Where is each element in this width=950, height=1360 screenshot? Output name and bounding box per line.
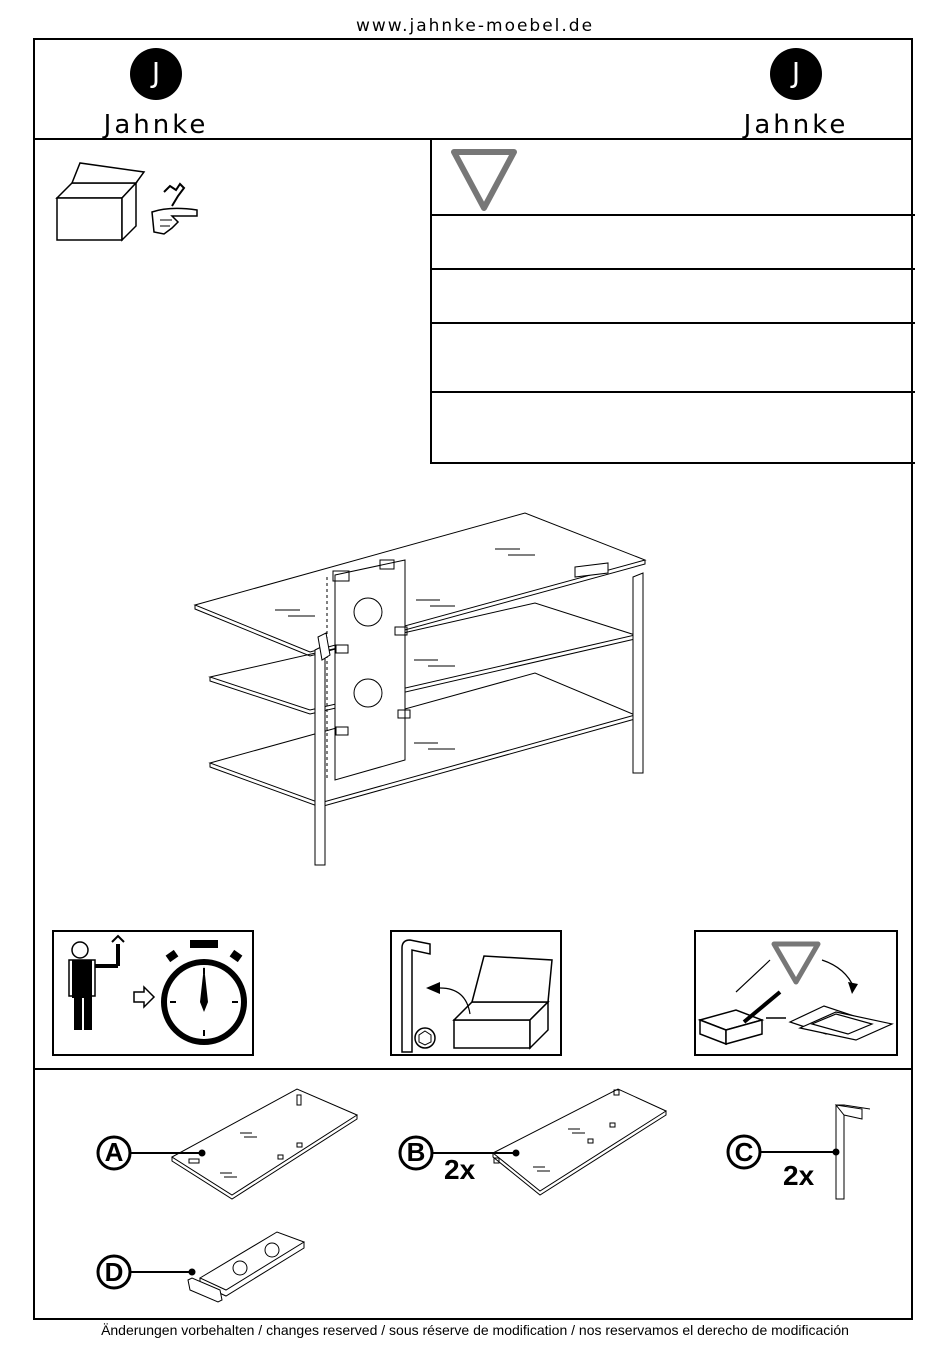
unpack-parts-icon [696,932,896,1054]
info-row-divider [432,391,915,393]
info-row-divider [432,214,915,216]
warning-triangle-icon [774,944,818,982]
info-table [430,140,915,464]
stopwatch-icon [164,940,244,1042]
part-id-c: C [734,1137,754,1167]
info-row-divider [432,322,915,324]
brand-logo [130,48,182,100]
open-box-icon [52,158,212,248]
unpack-box-icon [426,956,552,1048]
tv-stand-illustration [190,505,660,875]
part-qty-b: 2x [444,1154,476,1185]
parts-divider [33,1068,913,1070]
part-id-a: A [104,1137,124,1167]
part-a-diagram [92,1085,362,1200]
website-url: www.jahnke-moebel.de [355,16,595,36]
hand-wrench-icon [152,184,197,234]
unpack-warning-box [694,930,898,1056]
logo-letter: J [151,56,161,89]
info-row-divider [432,268,915,270]
part-id-d: D [104,1257,124,1287]
brand-left [76,48,236,140]
part-b-diagram [398,1085,670,1200]
part-id-b: B [406,1137,426,1167]
allen-key-icon [392,932,560,1054]
assembly-time-box [52,930,254,1056]
worker-with-wrench-icon [54,932,252,1054]
part-qty-c: 2x [783,1160,815,1191]
footer-disclaimer: Änderungen vorbehalten / changes reserved / sous réserve de modification / nos reservamos el derecho de modificación [101,1322,849,1338]
brand-name: Jahnke [743,110,849,140]
brand-name: Jahnke [103,110,209,140]
warning-triangle-icon [448,146,520,214]
brand-right [716,48,876,140]
logo-letter: J [791,56,801,89]
brand-logo [770,48,822,100]
allen-key-box [390,930,562,1056]
